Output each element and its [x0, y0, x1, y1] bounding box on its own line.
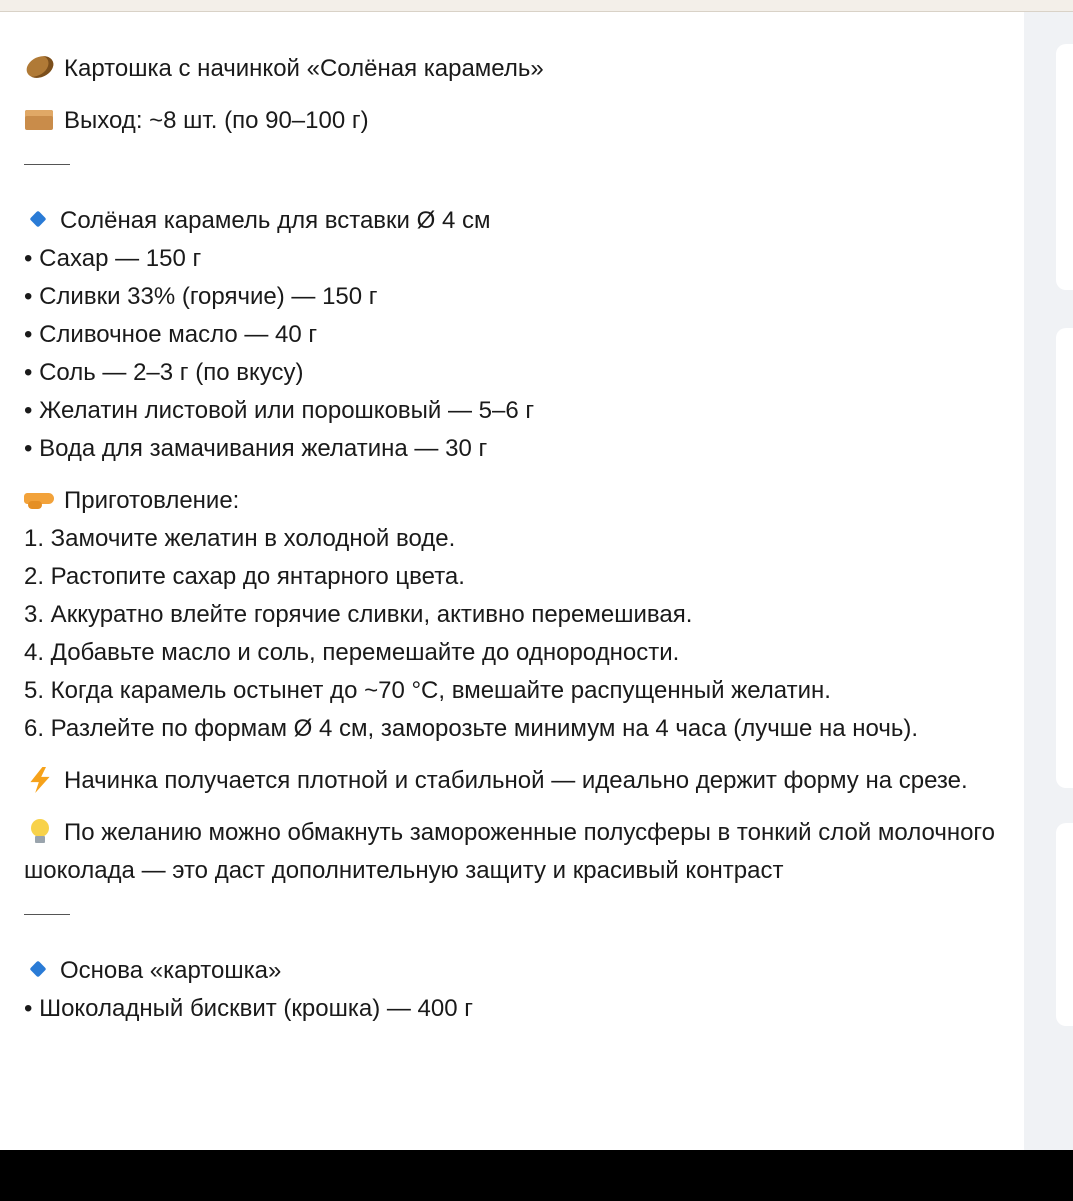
- divider: [24, 164, 70, 165]
- lightning-icon: [24, 767, 56, 791]
- preparation-step: 6. Разлейте по формам Ø 4 см, заморозьте минимум на 4 часа (лучше на ночь).: [24, 715, 919, 742]
- sidebar-card[interactable]: [1056, 44, 1073, 290]
- preparation-heading: Приготовление:: [64, 487, 240, 514]
- ingredient-item: • Соль — 2–3 г (по вкусу): [24, 359, 304, 386]
- top-bar: [0, 0, 1073, 12]
- recipe-title: Картошка с начинкой «Солёная карамель»: [64, 55, 544, 82]
- yield-text: Выход: ~8 шт. (по 90–100 г): [64, 107, 369, 134]
- post-card: [0, 12, 1024, 1150]
- note-bolt-text: Начинка получается плотной и стабильной — идеально держит форму на срезе.: [64, 767, 968, 794]
- base-heading-line: [24, 952, 999, 990]
- ingredient-item: • Вода для замачивания желатина — 30 г: [24, 435, 488, 462]
- ingredient-item: • Сливочное масло — 40 г: [24, 321, 318, 348]
- blue-diamond-icon: [24, 207, 52, 231]
- ingredient-item: • Сахар — 150 г: [24, 245, 202, 272]
- note-bulb-line: [24, 814, 999, 890]
- preparation-step: 2. Растопите сахар до янтарного цвета.: [24, 563, 465, 590]
- yield-line: [24, 102, 999, 140]
- pointing-hand-icon: [24, 487, 56, 511]
- ingredient-item: • Желатин листовой или порошковый — 5–6 г: [24, 397, 535, 424]
- potato-icon: [24, 55, 56, 79]
- note-bolt-line: [24, 762, 999, 800]
- system-bottom-bar: [0, 1150, 1073, 1201]
- post-text: [24, 50, 999, 1028]
- caramel-heading-line: [24, 202, 999, 240]
- preparation-step: 5. Когда карамель остынет до ~70 °C, вмешайте распущенный желатин.: [24, 677, 831, 704]
- note-bulb-text: По желанию можно обмакнуть замороженные полусферы в тонкий слой молочного шоколада — это даст дополнительную защиту и красивый контраст: [24, 819, 996, 884]
- preparation-step: 4. Добавьте масло и соль, перемешайте до однородности.: [24, 639, 680, 666]
- sidebar-card[interactable]: [1056, 823, 1073, 1026]
- recipe-title-line: [24, 50, 999, 88]
- package-icon: [24, 107, 56, 131]
- base-heading: Основа «картошка»: [60, 957, 282, 984]
- divider: [24, 914, 70, 915]
- ingredient-item: • Сливки 33% (горячие) — 150 г: [24, 283, 378, 310]
- preparation-step: 3. Аккуратно влейте горячие сливки, активно перемешивая.: [24, 601, 693, 628]
- ingredient-item: • Шоколадный бисквит (крошка) — 400 г: [24, 995, 474, 1022]
- blue-diamond-icon: [24, 957, 52, 981]
- preparation-heading-line: [24, 482, 999, 520]
- sidebar-card[interactable]: [1056, 328, 1073, 788]
- preparation-step: 1. Замочите желатин в холодной воде.: [24, 525, 456, 552]
- light-bulb-icon: [24, 819, 56, 843]
- caramel-heading: Солёная карамель для вставки Ø 4 см: [60, 207, 491, 234]
